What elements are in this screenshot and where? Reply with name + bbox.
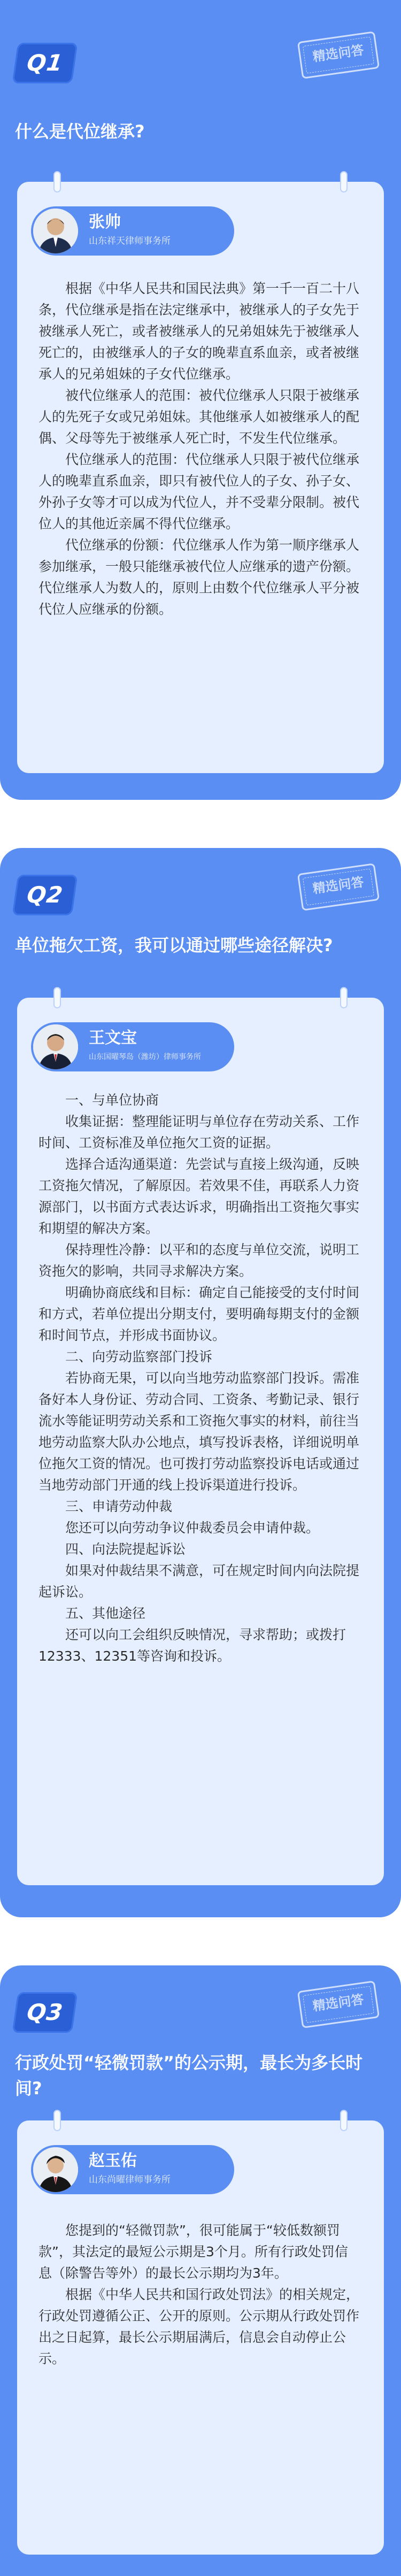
answer-paragraph: 收集证据：整理能证明与单位存在劳动关系、工作时间、工资标准及单位拖欠工资的证据。	[38, 1114, 360, 1151]
question-title: 什么是代位继承?	[15, 121, 145, 142]
answer-box-2	[17, 998, 384, 1885]
answer-paragraph: 您还可以向劳动争议仲裁委员会申请仲裁。	[65, 1520, 320, 1536]
lawyer-firm: 山东祥天律师事务所	[89, 236, 171, 246]
answer-paragraph: 根据《中华人民共和国民法典》第一千一百二十八条，代位继承是指在法定继承中，被继承人的子女先于被继承人死亡，或者被继承人的兄弟姐妹先于被继承人死亡的，由被继承人的子女的晚辈直系血亲，或者被继承人的兄弟姐妹的子女代位继承。	[38, 281, 360, 382]
answer-paragraph: 还可以向工会组织反映情况，寻求帮助；或拨打12333、12351等咨询和投诉。	[38, 1627, 346, 1664]
binder-ring-left	[55, 172, 60, 191]
qa-header-3	[15, 1992, 386, 2131]
answer-box-1	[17, 182, 384, 773]
qa-card-2	[0, 848, 401, 1917]
answer-text	[38, 2220, 360, 2370]
answer-paragraph: 代位继承的份额：代位继承人作为第一顺序继承人参加继承，一般只能继承被代位人应继承的遗产份额。代位继承人为数人的，原则上由数个代位继承人平分被代位人应继承的份额。	[38, 537, 360, 617]
answer-paragraph: 根据《中华人民共和国行政处罚法》的相关规定，行政处罚遵循公正、公开的原则。公示期从行政处罚作出之日起算，最长公示期届满后，信息会自动停止公示。	[38, 2287, 360, 2366]
lawyer-avatar	[33, 1024, 78, 1069]
binder-ring-right	[341, 2111, 346, 2130]
lawyer-profile[interactable]	[31, 2145, 234, 2194]
lawyer-name: 王文宝	[89, 1029, 137, 1047]
answer-paragraph: 二、向劳动监察部门投诉	[65, 1349, 213, 1364]
answer-paragraph: 您提到的“轻微罚款”，很可能属于“较低数额罚款”，其法定的最短公示期是3个月。所有行政处罚信息（除警告等外）的最长公示期均为3年。	[38, 2223, 348, 2281]
binder-ring-right	[341, 172, 346, 191]
lawyer-name: 张帅	[89, 213, 121, 232]
qa-header-1	[15, 43, 386, 182]
question-number-badge: Q3	[12, 1992, 78, 2033]
lawyer-profile[interactable]	[31, 1022, 234, 1071]
featured-qa-stamp: 精选问答	[297, 31, 380, 79]
answer-paragraph: 一、与单位协商	[65, 1092, 159, 1108]
question-title: 行政处罚“轻微罚款”的公示期，最长为多长时间?	[15, 2053, 363, 2099]
featured-qa-stamp: 精选问答	[297, 863, 380, 911]
answer-paragraph: 被代位继承人的范围：被代位继承人只限于被继承人的先死子女或兄弟姐妹。其他继承人如被继承人的配偶、父母等先于被继承人死亡时，不发生代位继承。	[38, 388, 360, 446]
answer-paragraph: 如果对仲裁结果不满意，可在规定时间内向法院提起诉讼。	[38, 1563, 360, 1600]
lawyer-avatar	[33, 209, 78, 253]
answer-paragraph: 代位继承人的范围：代位继承人只限于被代位继承人的晚辈直系血亲，即只有被代位人的子女、孙子女、外孙子女等才可以成为代位人，并不受辈分限制。被代位人的其他近亲属不得代位继承。	[38, 452, 360, 531]
binder-ring-right	[341, 988, 346, 1007]
qa-card-3	[0, 1965, 401, 2576]
lawyer-profile[interactable]	[31, 206, 234, 256]
lawyer-name: 赵玉佑	[89, 2151, 137, 2170]
answer-paragraph: 保持理性冷静：以平和的态度与单位交流，说明工资拖欠的影响，共同寻求解决方案。	[38, 1242, 360, 1279]
answer-paragraph: 四、向法院提起诉讼	[65, 1541, 186, 1557]
binder-ring-left	[55, 988, 60, 1007]
lawyer-avatar	[33, 2147, 78, 2192]
answer-paragraph: 五、其他途径	[65, 1606, 146, 1621]
question-title: 单位拖欠工资，我可以通过哪些途径解决?	[15, 935, 333, 955]
answer-paragraph: 明确协商底线和目标：确定自己能接受的支付时间和方式，若单位提出分期支付，要明确每期支付的金额和时间节点，并形成书面协议。	[38, 1285, 360, 1343]
answer-box-3	[17, 2120, 384, 2555]
answer-text	[38, 1090, 360, 1667]
question-number-badge: Q2	[12, 875, 78, 915]
answer-paragraph: 选择合适沟通渠道：先尝试与直接上级沟通，反映工资拖欠情况，了解原因。若效果不佳，再联系人力资源部门，以书面方式表达诉求，明确指出工资拖欠事实和期望的解决方案。	[38, 1156, 360, 1236]
answer-text	[38, 278, 360, 620]
lawyer-firm: 山东尚曜律师事务所	[89, 2174, 171, 2185]
lawyer-firm: 山东国曜琴岛（潍坊）律师事务所	[89, 1053, 201, 1061]
answer-paragraph: 三、申请劳动仲裁	[65, 1499, 173, 1514]
qa-header-2	[15, 875, 386, 1014]
binder-ring-left	[55, 2111, 60, 2130]
question-number-badge: Q1	[12, 43, 78, 83]
answer-paragraph: 若协商无果，可以向当地劳动监察部门投诉。需准备好本人身份证、劳动合同、工资条、考勤记录、银行流水等能证明劳动关系和工资拖欠事实的材料，前往当地劳动监察大队办公地点，填写投诉表格，详细说明单位拖欠工资的情况。也可拨打劳动监察投诉电话或通过当地劳动部门开通的线上投诉渠道进行投诉。	[38, 1370, 360, 1493]
qa-card-1	[0, 0, 401, 800]
featured-qa-stamp: 精选问答	[297, 1980, 380, 2029]
